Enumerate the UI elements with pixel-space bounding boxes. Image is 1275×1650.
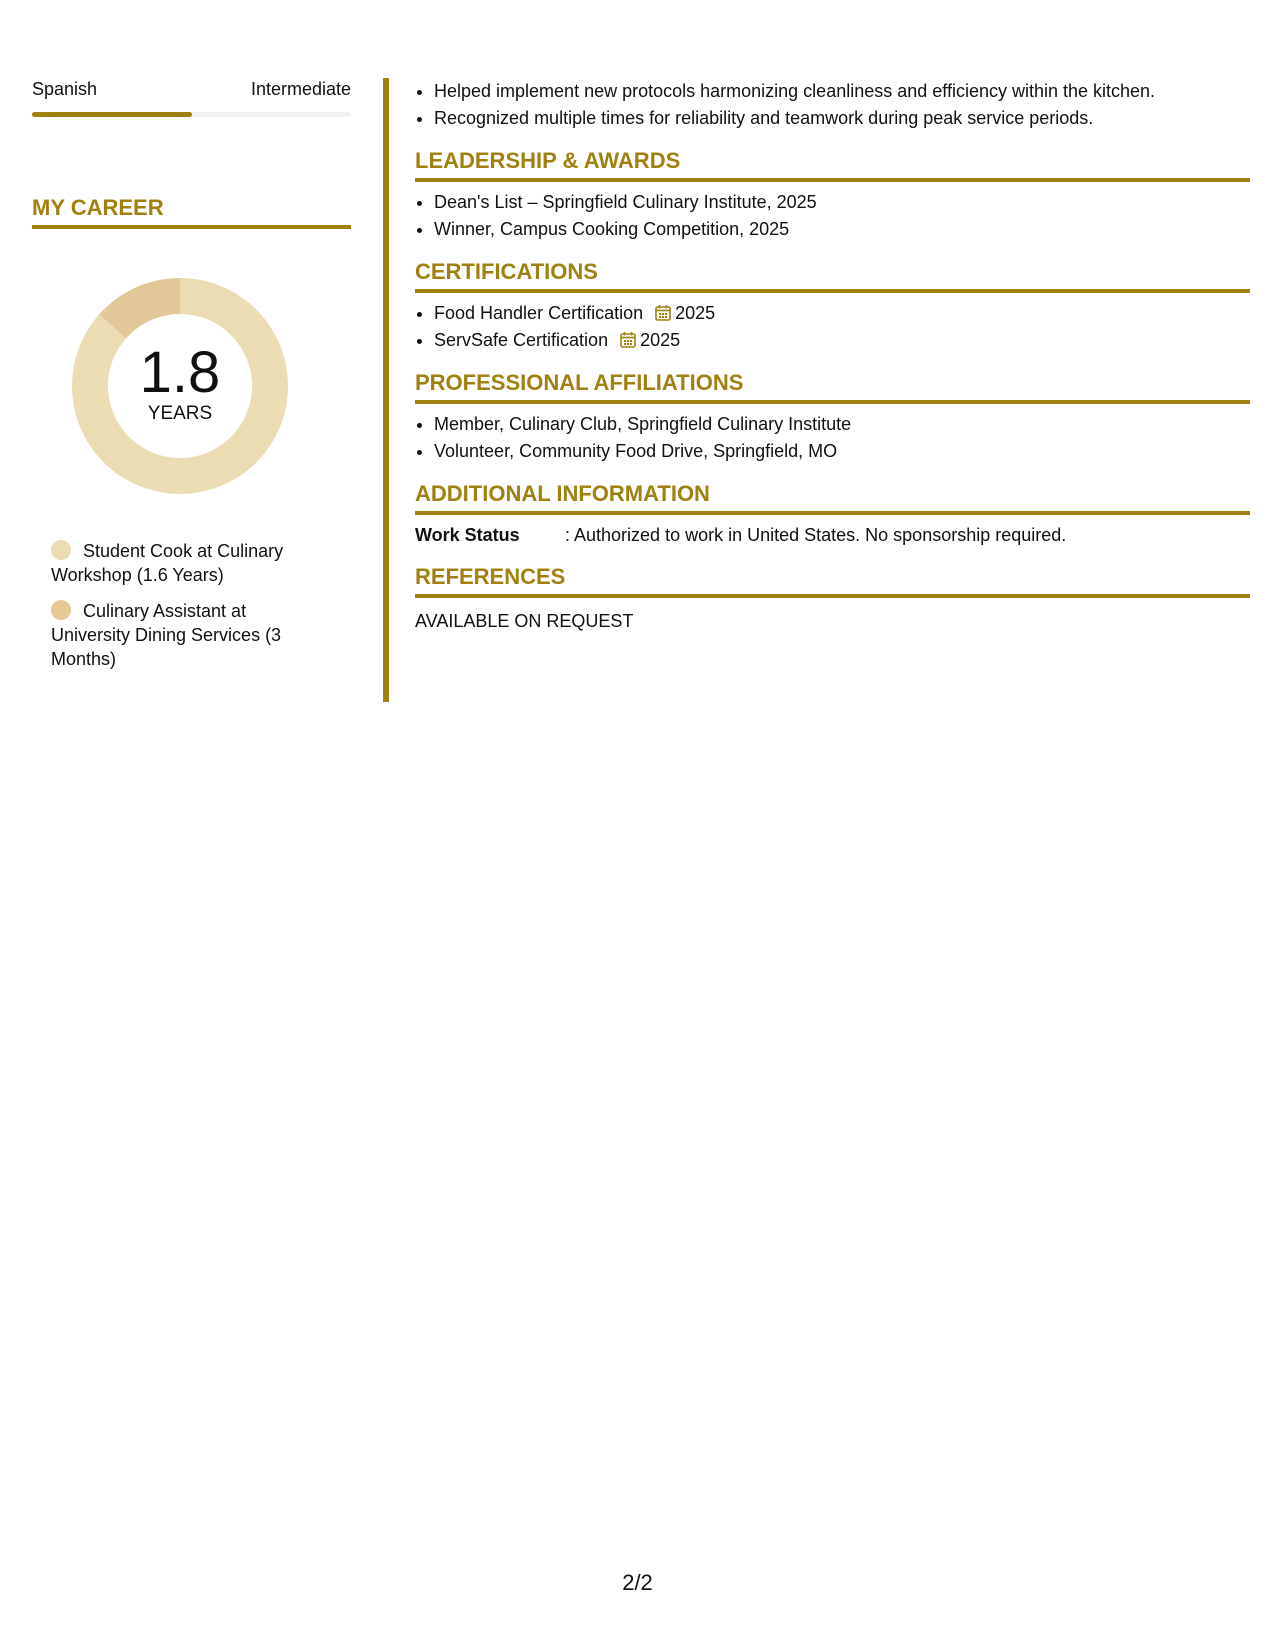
references-text: AVAILABLE ON REQUEST [415, 611, 634, 631]
career-section-title: MY CAREER [32, 195, 351, 229]
language-level: Intermediate [250, 79, 351, 99]
career-total-unit: YEARS [147, 403, 213, 424]
leadership-section-title: LEADERSHIP & AWARDS [415, 148, 1250, 182]
certifications-list [415, 300, 1250, 354]
certification-year: 2025 [640, 330, 681, 350]
certification-name: Food Handler Certification [434, 303, 644, 323]
column-divider [383, 78, 389, 702]
career-total-years: 1.8 [139, 340, 221, 405]
calendar-icon [655, 304, 671, 321]
legend-label: Culinary Assistant at University Dining Services (3 Months) [51, 601, 282, 669]
leadership-list [415, 189, 1250, 243]
legend-dot-icon [51, 600, 71, 620]
additional-info-section-title: ADDITIONAL INFORMATION [415, 481, 1250, 515]
certifications-section-title: CERTIFICATIONS [415, 259, 1250, 293]
calendar-icon [620, 331, 636, 348]
list-item: • Volunteer, Community Food Drive, Springfield, MO [434, 438, 1250, 465]
donut-center [65, 340, 295, 425]
legend-item [51, 539, 301, 587]
work-status-row [415, 522, 1250, 548]
list-item [434, 300, 1250, 327]
affiliations-section-title: PROFESSIONAL AFFILIATIONS [415, 370, 1250, 404]
certification-year: 2025 [675, 303, 716, 323]
left-column [32, 78, 351, 683]
list-item: • Recognized multiple times for reliability and teamwork during peak service periods. [434, 105, 1250, 132]
work-status-value: : Authorized to work in United States. No sponsorship required. [565, 525, 1067, 545]
legend-item [51, 599, 301, 671]
legend-dot-icon [51, 540, 71, 560]
list-item: • Winner, Campus Cooking Competition, 2025 [434, 216, 1250, 243]
list-item: • Helped implement new protocols harmonizing cleanliness and efficiency within the kitchen. [434, 78, 1250, 105]
list-item: • Member, Culinary Club, Springfield Culinary Institute [434, 411, 1250, 438]
career-donut-chart [65, 271, 295, 501]
legend-label: Student Cook at Culinary Workshop (1.6 Years) [51, 541, 284, 585]
list-item [434, 327, 1250, 354]
career-legend [51, 539, 301, 671]
certification-name: ServSafe Certification [434, 330, 609, 350]
references-section-title: REFERENCES [415, 564, 1250, 598]
work-status-label: Work Status [415, 525, 520, 545]
right-column [415, 78, 1250, 634]
language-row [32, 78, 351, 100]
experience-bullets [415, 78, 1250, 132]
language-proficiency-bar [32, 112, 351, 117]
affiliations-list [415, 411, 1250, 465]
page-number: 2/2 [622, 1570, 653, 1595]
language-name: Spanish [32, 79, 98, 99]
list-item: • Dean's List – Springfield Culinary Institute, 2025 [434, 189, 1250, 216]
language-proficiency-fill [32, 112, 192, 117]
